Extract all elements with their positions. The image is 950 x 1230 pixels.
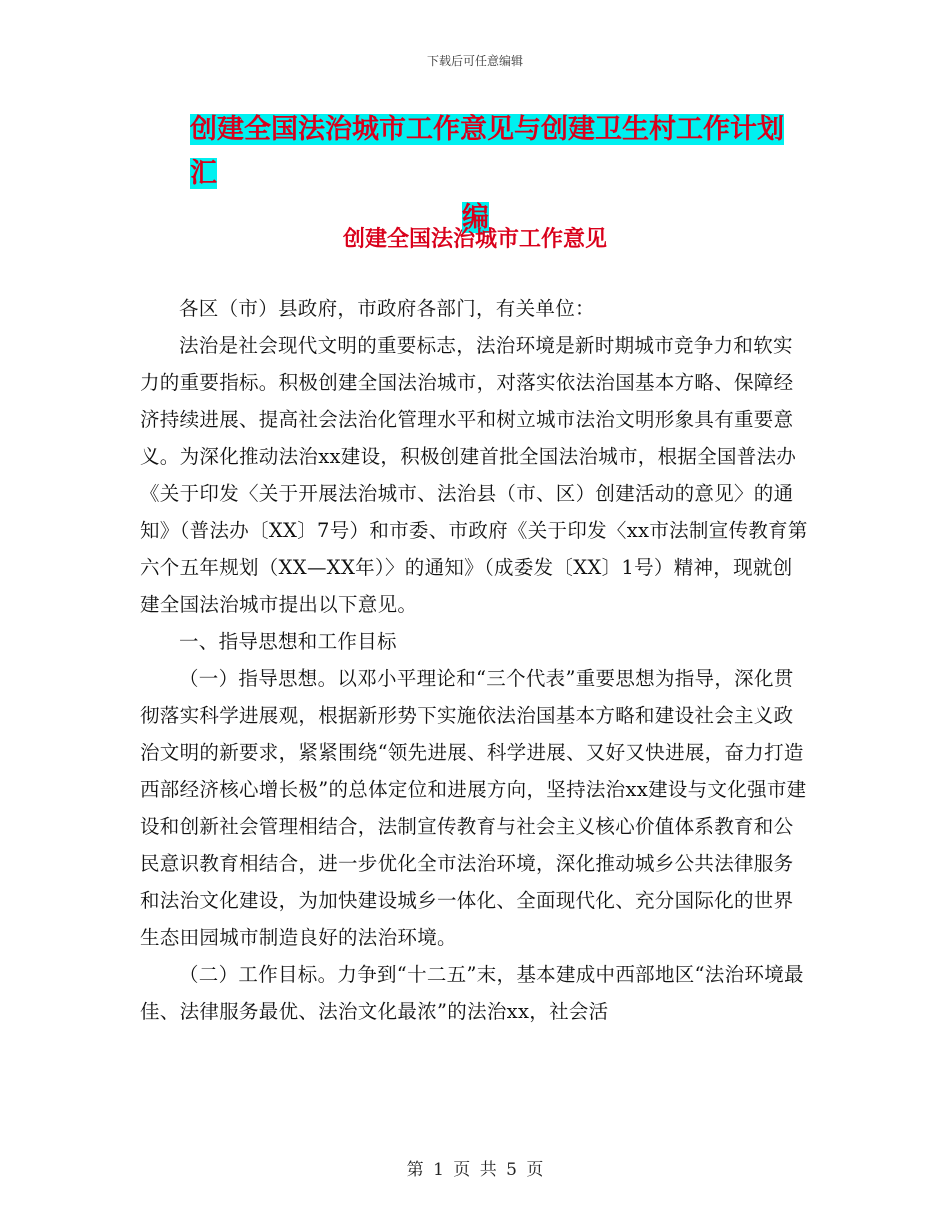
paragraph-salutation: 各区（市）县政府，市政府各部门，有关单位： — [179, 297, 595, 320]
section-title: 创建全国法治城市工作意见 — [342, 227, 607, 252]
title-line-1: 创建全国法治城市工作意见与创建卫生村工作计划汇 — [190, 114, 784, 189]
paragraph-guiding-thought: （一）指导思想。以邓小平理论和“三个代表”重要思想为指导，深化贯彻落实科学进展观，根据新形势下实施依法治国基本方略和建设社会主义政治文明的新要求，紧紧围绕“领先进展、科学进展、又好又快进展，奋力打造西部经济核心增长极”的总体定位和进展方向，坚持法治xx建设与文化强市建设和创新社会管理相结合，法制宣传教育与社会主义核心价值体系教育和公民意识教育相结合，进一步优化全市法治环境，深化推动城乡公共法律服务和法治文化建设，为加快建设城乡一体化、全面现代化、充分国际化的世界生态田园城市制造良好的法治环境。 — [140, 667, 807, 949]
paragraph-work-goal: （二）工作目标。力争到“十二五”末，基本建成中西部地区“法治环境最佳、法律服务最优、法治文化最浓”的法治xx，社会活 — [140, 963, 804, 1023]
paragraph-intro: 法治是社会现代文明的重要标志，法治环境是新时期城市竞争力和软实力的重要指标。积极创建全国法治城市，对落实依法治国基本方略、保障经济持续进展、提高社会法治化管理水平和树立城市法治文明形象具有重要意义。为深化推动法治xx建设，积极创建首批全国法治城市，根据全国普法办《关于印发〈关于开展法治城市、法治县（市、区）创建活动的意见〉的通知》（普法办〔XX〕7号）和市委、市政府《关于印发〈xx市法制宣传教育第六个五年规划（XX—XX年）〉的通知》（成委发〔XX〕1号）精神，现就创建全国法治城市提出以下意见。 — [140, 334, 808, 616]
page-footer-number: 第 1 页 共 5 页 — [406, 1160, 544, 1180]
document-title — [190, 108, 810, 240]
document-body — [140, 290, 812, 1030]
paragraph-heading-1: 一、指导思想和工作目标 — [179, 630, 397, 653]
page-header-note: 下载后可任意编辑 — [426, 54, 523, 68]
title-line-2: 编 — [462, 202, 489, 233]
